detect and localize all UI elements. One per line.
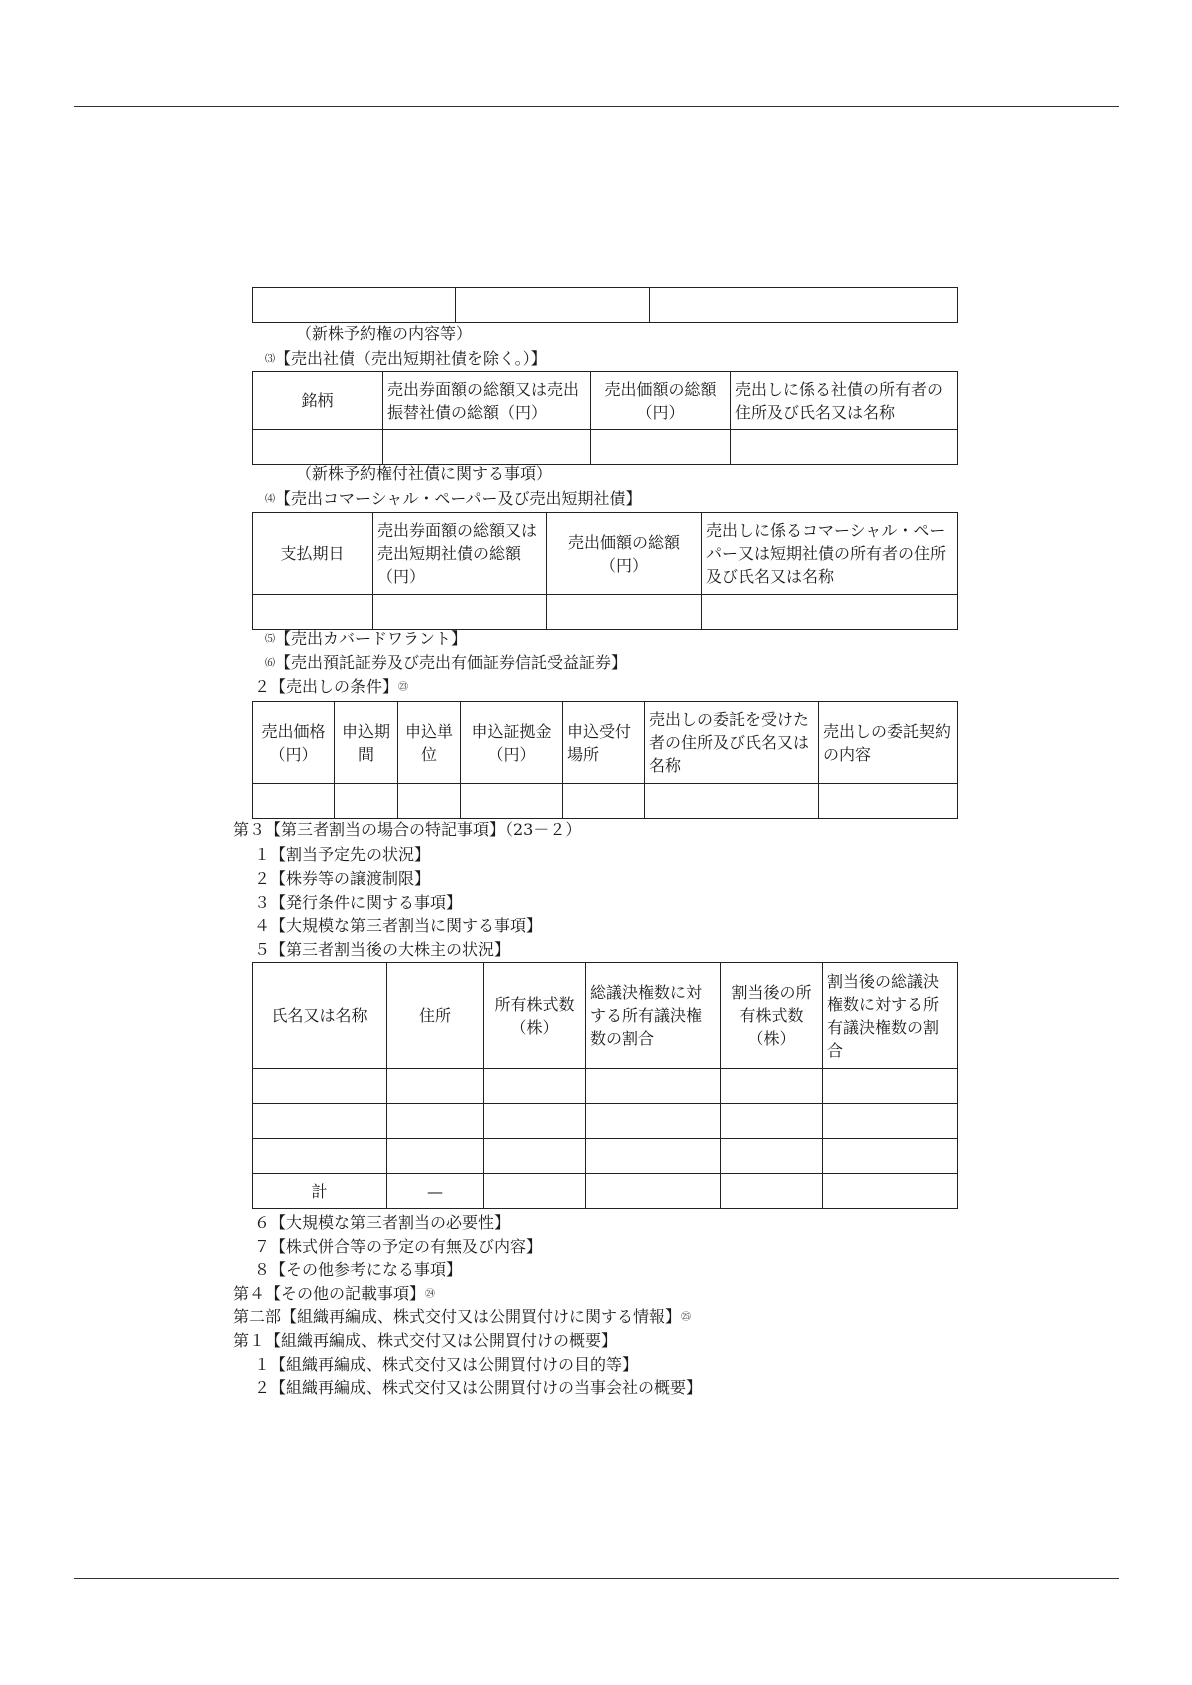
bonds-table <box>252 371 958 465</box>
table-cell <box>253 1139 387 1174</box>
heading-bonds <box>265 349 547 370</box>
table-cell <box>253 784 335 819</box>
table-cell <box>373 595 547 630</box>
note-number: ㉓ <box>398 682 409 693</box>
table-header-cell: 銘柄 <box>253 372 383 430</box>
table-cell <box>819 784 958 819</box>
table-header-cell: 氏名又は名称 <box>253 963 387 1069</box>
table-cell <box>721 1174 823 1209</box>
table-cell <box>456 288 650 323</box>
note-number: ⑸ <box>265 634 275 645</box>
heading-part4 <box>233 1284 435 1305</box>
heading-text: 【売出社債（売出短期社債を除く。）】 <box>275 349 547 368</box>
heading-text: 第４【その他の記載事項】 <box>233 1284 426 1303</box>
table-header-cell: 支払期日 <box>253 513 373 595</box>
heading-item: ６【大規模な第三者割当の必要性】 <box>254 1213 511 1232</box>
table-header-cell: 売出券面額の総額又は売出短期社債の総額（円） <box>373 513 547 595</box>
table-header-cell: 申込証拠金（円） <box>461 702 563 784</box>
table-header-cell: 売出しに係るコマーシャル・ペーパー又は短期社債の所有者の住所及び氏名又は名称 <box>702 513 958 595</box>
table-cell <box>731 430 958 465</box>
heading-part3: 第３【第三者割当の場合の特記事項】（23－２） <box>233 820 582 839</box>
header-rule <box>74 106 1119 107</box>
table-cell <box>586 1104 721 1139</box>
table-cell <box>387 1104 484 1139</box>
table-header-cell: 総議決権数に対する所有議決権数の割合 <box>586 963 721 1069</box>
table-cell <box>547 595 702 630</box>
heading-depositary <box>265 653 627 674</box>
heading-text: 【売出コマーシャル・ペーパー及び売出短期社債】 <box>275 489 642 508</box>
table-cell <box>253 288 456 323</box>
heading-item: ８【その他参考になる事項】 <box>254 1260 463 1279</box>
total-address: — <box>387 1174 484 1209</box>
table-cell <box>823 1069 958 1104</box>
table-cell <box>387 1069 484 1104</box>
table-row <box>253 1104 958 1139</box>
table-cell <box>484 1174 586 1209</box>
table-cell <box>398 784 461 819</box>
heading-item: ４【大規模な第三者割当に関する事項】 <box>254 916 543 935</box>
table-header-cell: 売出価格（円） <box>253 702 335 784</box>
note-number: ⑶ <box>265 354 275 365</box>
table-header-cell: 割当後の所有株式数（株） <box>721 963 823 1069</box>
table-cell <box>253 595 373 630</box>
sale-conditions-table <box>252 701 958 819</box>
table-cell <box>383 430 591 465</box>
table-header-cell: 割当後の総議決権数に対する所有議決権数の割合 <box>823 963 958 1069</box>
total-label: 計 <box>253 1174 387 1209</box>
heading-item: ２【組織再編成、株式交付又は公開買付けの当事会社の概要】 <box>254 1378 703 1397</box>
heading-text: ２【売出しの条件】 <box>254 677 399 696</box>
table-header-cell: 売出しの委託契約の内容 <box>819 702 958 784</box>
heading-part2-1: 第１【組織再編成、株式交付又は公開買付けの概要】 <box>233 1331 618 1350</box>
heading-item: ２【株券等の譲渡制限】 <box>254 869 431 888</box>
heading-text: 第二部【組織再編成、株式交付又は公開買付けに関する情報】 <box>233 1307 682 1326</box>
table-cell <box>461 784 563 819</box>
table-cell <box>586 1174 721 1209</box>
table-header-cell: 売出券面額の総額又は売出振替社債の総額（円） <box>383 372 591 430</box>
table-header-cell: 売出価額の総額（円） <box>591 372 731 430</box>
stock-rights-table <box>252 287 958 323</box>
note-number: ⑷ <box>265 494 275 505</box>
table-cell <box>253 1104 387 1139</box>
note-number: ㉔ <box>425 1289 436 1300</box>
table-cell <box>253 430 383 465</box>
heading-item: １【組織再編成、株式交付又は公開買付けの目的等】 <box>254 1355 639 1374</box>
table-header-cell: 住所 <box>387 963 484 1069</box>
table-cell <box>387 1139 484 1174</box>
section-note: （新株予約権付社債に関する事項） <box>296 464 553 483</box>
table-row <box>253 1139 958 1174</box>
table-cell <box>586 1139 721 1174</box>
table-cell <box>253 1069 387 1104</box>
heading-item: ３【発行条件に関する事項】 <box>254 893 463 912</box>
table-cell <box>823 1139 958 1174</box>
table-header-cell: 申込期間 <box>335 702 398 784</box>
table-cell <box>721 1104 823 1139</box>
table-cell <box>484 1069 586 1104</box>
heading-item: １【割当予定先の状況】 <box>254 845 431 864</box>
table-header-cell: 売出しに係る社債の所有者の住所及び氏名又は名称 <box>731 372 958 430</box>
table-cell <box>721 1139 823 1174</box>
table-cell <box>563 784 645 819</box>
heading-cp <box>265 489 642 510</box>
table-cell <box>586 1069 721 1104</box>
heading-text: 【売出カバードワラント】 <box>275 629 468 648</box>
heading-sale-conditions <box>254 677 408 698</box>
table-cell <box>484 1139 586 1174</box>
shareholders-table <box>252 962 958 1209</box>
table-cell <box>823 1174 958 1209</box>
heading-item: ５【第三者割当後の大株主の状況】 <box>254 940 511 959</box>
commercial-paper-table <box>252 512 958 630</box>
total-row <box>253 1174 958 1209</box>
table-cell <box>702 595 958 630</box>
note-number: ⑹ <box>265 658 275 669</box>
table-row <box>253 1069 958 1104</box>
table-header-cell: 申込受付場所 <box>563 702 645 784</box>
table-cell <box>823 1104 958 1139</box>
table-header-cell: 申込単位 <box>398 702 461 784</box>
table-cell <box>484 1104 586 1139</box>
table-cell <box>591 430 731 465</box>
heading-part2 <box>233 1307 691 1328</box>
table-cell <box>645 784 819 819</box>
footer-rule <box>74 1578 1119 1579</box>
table-header-cell: 売出しの委託を受けた者の住所及び氏名又は名称 <box>645 702 819 784</box>
table-header-cell: 所有株式数（株） <box>484 963 586 1069</box>
table-cell <box>721 1069 823 1104</box>
table-cell <box>650 288 958 323</box>
table-header-cell: 売出価額の総額（円） <box>547 513 702 595</box>
heading-item: ７【株式併合等の予定の有無及び内容】 <box>254 1237 543 1256</box>
heading-text: 【売出預託証券及び売出有価証券信託受益証券】 <box>275 653 628 672</box>
section-note: （新株予約権の内容等） <box>296 324 473 343</box>
heading-covered-warrant <box>265 629 467 650</box>
note-number: ㉕ <box>681 1312 692 1323</box>
table-cell <box>335 784 398 819</box>
